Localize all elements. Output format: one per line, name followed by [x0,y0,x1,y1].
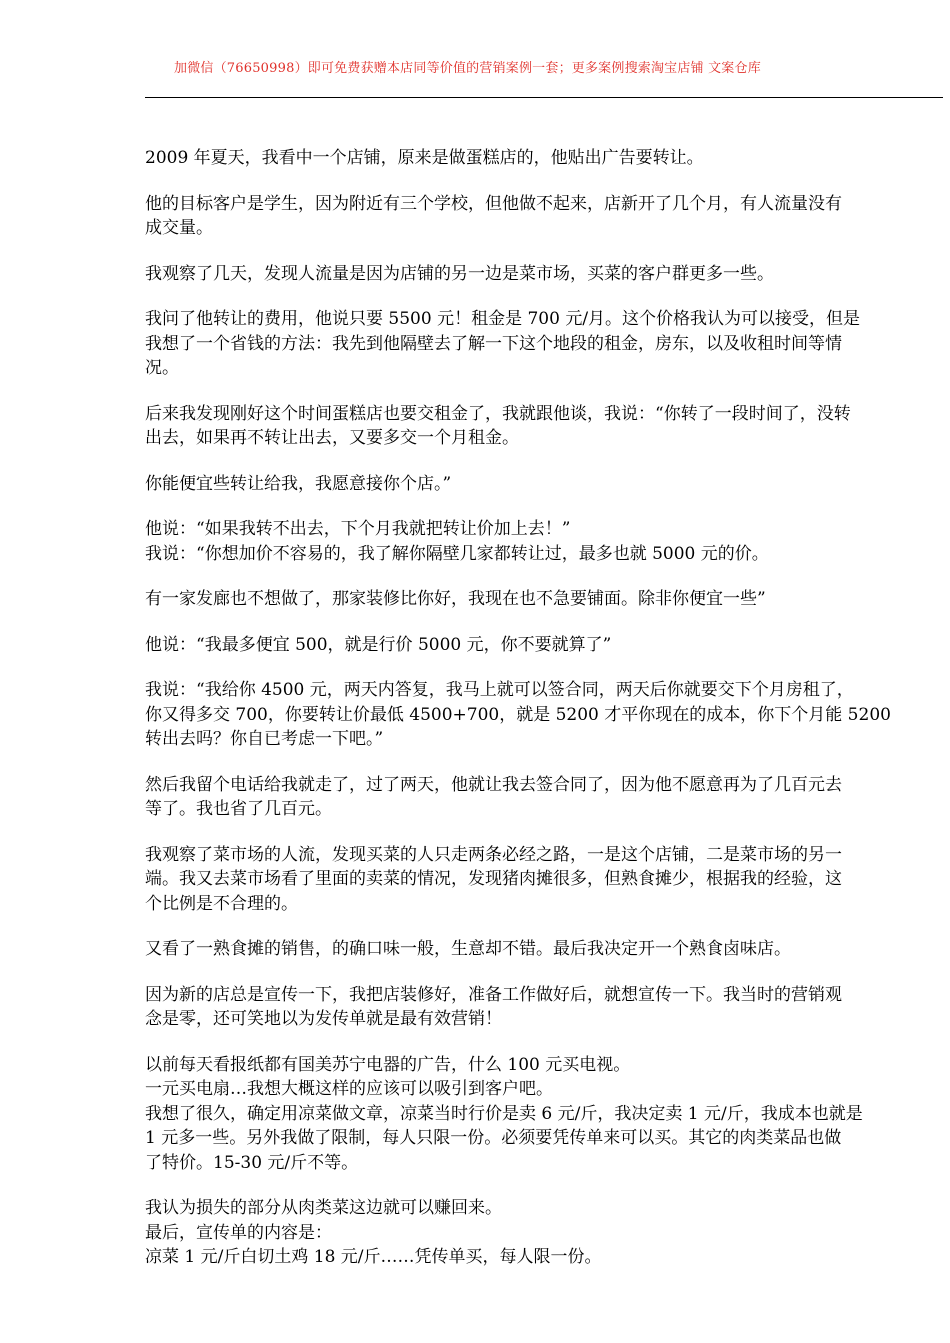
text-line: 成交量。 [145,218,213,238]
paragraph [145,262,943,287]
paragraph [145,146,943,171]
text-line: 念是零，还可笑地以为发传单就是最有效营销！ [145,1009,502,1029]
text-line: 况。 [145,358,179,378]
text-line: 以前每天看报纸都有国美苏宁电器的广告，什么 100 元买电视。 [145,1054,631,1075]
paragraph [145,937,943,962]
text-line: 有一家发廊也不想做了，那家装修比你好，我现在也不急要铺面。除非你便宜一些” [145,589,766,609]
text-line: 等了。我也省了几百元。 [145,799,332,819]
text-line: 我问了他转让的费用，他说只要 5500 元！租金是 700 元/月。这个价格我认为可以接受，但是 [145,309,861,329]
text-line: 我认为损失的部分从肉类菜这边就可以赚回来。 [145,1198,502,1218]
text-line: 2009 年夏天，我看中一个店铺，原来是做蛋糕店的，他贴出广告要转让。 [145,148,704,168]
text-line: 因为新的店总是宣传一下，我把店装修好，准备工作做好后，就想宣传一下。我当时的营销观 [145,984,842,1005]
text-line: 个比例是不合理的。 [145,893,298,914]
text-line: 我说：“你想加价不容易的，我了解你隔壁几家都转让过，最多也就 5000 元的价。 [145,543,769,564]
header-promo-text: 加微信（76650998）即可免费获赠本店同等价值的营销案例一套；更多案例搜索淘宝店铺 文案仓库 [174,61,761,76]
text-line: 他说：“我最多便宜 500，就是行价 5000 元，你不要就算了” [145,634,612,655]
text-line: 我说：“我给你 4500 元，两天内答复，我马上就可以签合同，两天后你就要交下个月房租了， [145,680,854,700]
document-body [145,146,943,1291]
paragraph [145,1196,943,1270]
text-line: 又看了一熟食摊的销售，的确口味一般，生意却不错。最后我决定开一个熟食卤味店。 [145,939,791,959]
text-line: 凉菜 1 元/斤白切土鸡 18 元/斤……凭传单买，每人限一份。 [145,1247,602,1267]
paragraph [145,773,943,822]
text-line: 最后，宣传单的内容是： [145,1222,332,1243]
paragraph [145,192,943,241]
text-line: 了特价。15-30 元/斤不等。 [145,1152,359,1173]
paragraph [145,983,943,1032]
paragraph [145,472,943,497]
paragraph [145,517,943,566]
text-line: 他的目标客户是学生，因为附近有三个学校，但他做不起来，店新开了几个月，有人流量没有 [145,193,842,214]
paragraph [145,587,943,612]
paragraph [145,1053,943,1176]
paragraph [145,843,943,917]
text-line: 你又得多交 700，你要转让价最低 4500+700，就是 5200 才平你现在的成本，你下个月能 5200 [145,704,891,725]
text-line: 然后我留个电话给我就走了，过了两天，他就让我去签合同了，因为他不愿意再为了几百元去 [145,774,842,795]
paragraph [145,402,943,451]
paragraph [145,633,943,658]
text-line: 转出去吗？你自已考虑一下吧。” [145,729,384,749]
text-line: 1 元多一些。另外我做了限制，每人只限一份。必须要凭传单来可以买。其它的肉类菜品也做 [145,1128,842,1148]
text-line: 你能便宜些转让给我，我愿意接你个店。” [145,473,452,494]
text-line: 他说：“如果我转不出去，下个月我就把转让价加上去！” [145,519,571,539]
paragraph [145,678,943,752]
text-line: 端。我又去菜市场看了里面的卖菜的情况，发现猪肉摊很多，但熟食摊少，根据我的经验，这 [145,869,842,889]
text-line: 出去，如果再不转让出去，又要多交一个月租金。 [145,428,519,448]
text-line: 我观察了菜市场的人流，发现买菜的人只走两条必经之路，一是这个店铺，二是菜市场的另一 [145,844,842,865]
text-line: 后来我发现刚好这个时间蛋糕店也要交租金了，我就跟他谈，我说：“你转了一段时间了，没转 [145,403,851,424]
text-line: 我观察了几天，发现人流量是因为店铺的另一边是菜市场，买菜的客户群更多一些。 [145,263,774,284]
text-line: 我想了很久，确定用凉菜做文章，凉菜当时行价是卖 6 元/斤，我决定卖 1 元/斤，我成本也就是 [145,1103,863,1124]
text-line: 我想了一个省钱的方法：我先到他隔壁去了解一下这个地段的租金，房东，以及收租时间等情 [145,333,842,354]
paragraph [145,307,943,381]
text-line: 一元买电扇…我想大概这样的应该可以吸引到客户吧。 [145,1079,553,1099]
header-divider [145,97,943,98]
